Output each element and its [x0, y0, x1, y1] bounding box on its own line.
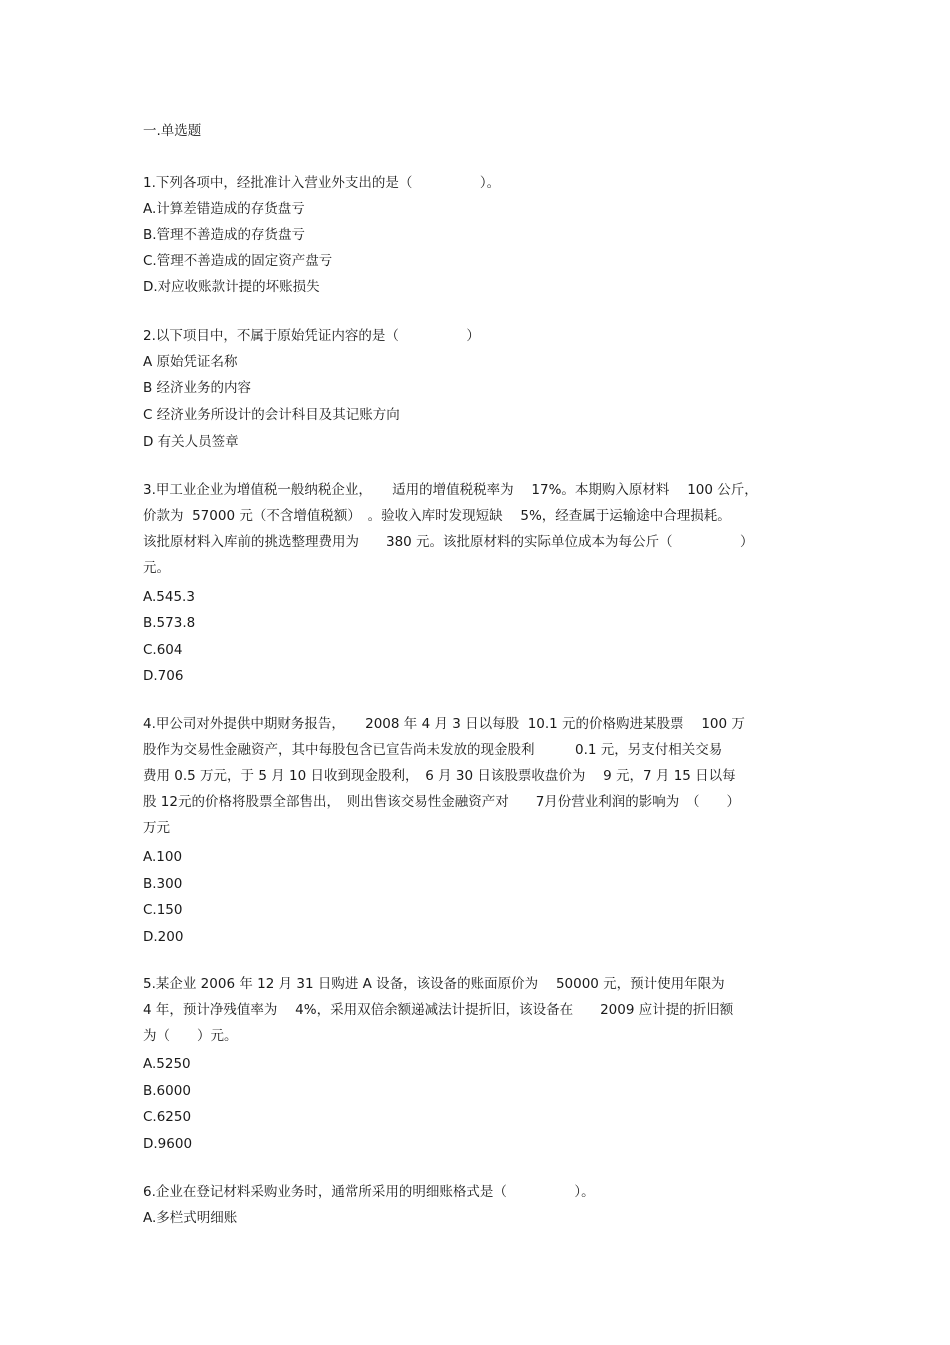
- question-4-option-d: D.200: [143, 929, 184, 945]
- question-4-stem-line-4: 股 12元的价格将股票全部售出， 则出售该交易性金融资产对 7月份营业利润的影响为 （ ）: [143, 794, 741, 810]
- question-4-option-a: A.100: [143, 849, 183, 865]
- question-5-stem-line-2: 4 年，预计净残值率为 4%，采用双倍余额递减法计提折旧，该设备在 2009 应计提的折旧额: [143, 1002, 734, 1018]
- question-2-option-c: C 经济业务所设计的会计科目及其记账方向: [143, 407, 400, 423]
- question-6-option-a: A.多栏式明细账: [143, 1210, 238, 1226]
- question-3-option-d: D.706: [143, 668, 184, 684]
- question-4-stem-line-5: 万元: [143, 820, 170, 836]
- question-3-option-a: A.545.3: [143, 589, 195, 605]
- question-5-option-a: A.5250: [143, 1056, 191, 1072]
- question-4-stem-line-3: 费用 0.5 万元，于 5 月 10 日收到现金股利， 6 月 30 日该股票收盘价为 9 元，7 月 15 日以每: [143, 768, 736, 784]
- question-6-stem: 6.企业在登记材料采购业务时，通常所采用的明细账格式是（ ）。: [143, 1184, 595, 1200]
- question-3-stem-line-4: 元。: [143, 560, 170, 576]
- question-1-option-d: D.对应收账款计提的坏账损失: [143, 279, 320, 295]
- question-1-option-b: B.管理不善造成的存货盘亏: [143, 227, 306, 243]
- question-3-stem-line-2: 价款为 57000 元（不含增值税额） 。验收入库时发现短缺 5%，经查属于运输途中合理损耗。: [143, 508, 731, 524]
- question-3-option-b: B.573.8: [143, 615, 196, 631]
- question-4-option-b: B.300: [143, 876, 183, 892]
- question-3-option-c: C.604: [143, 642, 183, 658]
- question-2-option-a: A 原始凭证名称: [143, 354, 238, 370]
- question-5-option-d: D.9600: [143, 1136, 193, 1152]
- question-1-stem: 1.下列各项中，经批准计入营业外支出的是（ ）。: [143, 175, 501, 191]
- question-5-stem-line-1: 5.某企业 2006 年 12 月 31 日购进 A 设备，该设备的账面原价为 50000 元，预计使用年限为: [143, 976, 725, 992]
- question-2-option-d: D 有关人员签章: [143, 434, 239, 450]
- question-5-option-b: B.6000: [143, 1083, 191, 1099]
- question-2-option-b: B 经济业务的内容: [143, 380, 252, 396]
- question-4-option-c: C.150: [143, 902, 183, 918]
- question-1-option-c: C.管理不善造成的固定资产盘亏: [143, 253, 333, 269]
- question-2-stem: 2.以下项目中，不属于原始凭证内容的是（ ）: [143, 328, 480, 344]
- question-4-stem-line-1: 4.甲公司对外提供中期财务报告， 2008 年 4 月 3 日以每股 10.1 元的价格购进某股票 100 万: [143, 716, 745, 732]
- question-3-stem-line-3: 该批原材料入库前的挑选整理费用为 380 元。该批原材料的实际单位成本为每公斤（ ）: [143, 534, 754, 550]
- question-5-option-c: C.6250: [143, 1109, 192, 1125]
- section-title: 一.单选题: [143, 123, 202, 139]
- question-5-stem-line-3: 为（ ）元。: [143, 1028, 238, 1044]
- question-3-stem-line-1: 3.甲工业企业为增值税一般纳税企业， 适用的增值税税率为 17%。本期购入原材料 100 公斤，: [143, 482, 758, 498]
- question-1-option-a: A.计算差错造成的存货盘亏: [143, 201, 305, 217]
- question-4-stem-line-2: 股作为交易性金融资产，其中每股包含已宣告尚未发放的现金股利 0.1 元，另支付相关交易: [143, 742, 723, 758]
